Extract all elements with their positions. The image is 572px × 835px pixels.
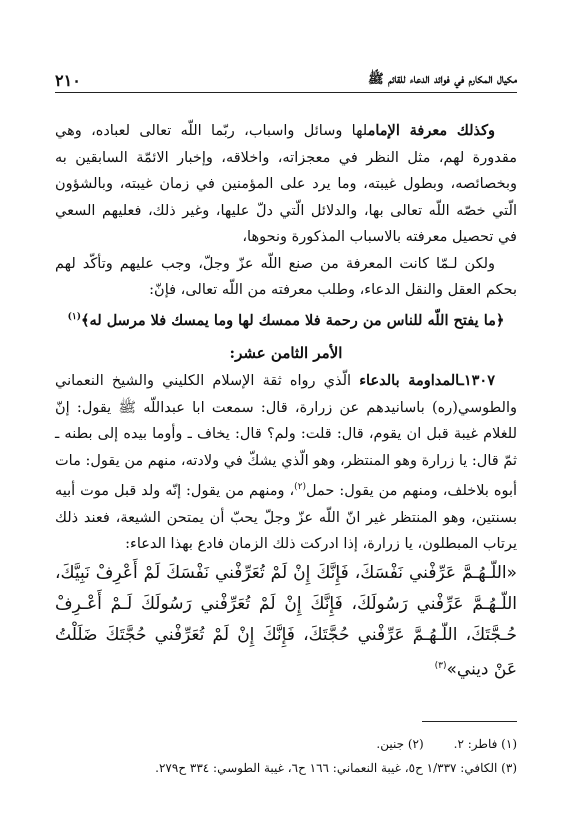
footnote-ref-3: (٣): [434, 660, 447, 671]
running-title: مكيال المكارم في فوائد الدعاء للقائم ﷺ: [367, 72, 517, 87]
quran-verse: [55, 304, 517, 334]
hadith-paragraph: [55, 368, 517, 557]
hadith-number: ١٣٠٧ـ: [459, 372, 495, 390]
paragraph-1-text: لها وسائل واسباب، ربّما اللّه تعالى لعباده، وهي مقدورة لهم، مثل النظر في معجزاته، واخلاقه، وإخبار الائمّة السابقين به وبخصائصه، وبطول غيبته، وما يرد على المؤمنين في زمان غيبته، وبالشؤون الّتي خصّه اللّه تعالى بها، والدلائل الّتي دلّ عليها، وغير ذلك، فعليهم السعي في تحصيل معرفته بالاسباب المذكورة ونحوها،: [55, 123, 517, 245]
footnotes: [55, 732, 517, 780]
page-body: [55, 118, 517, 685]
hadith-text-continued: ، ومنهم من يقول: إنّه ولد قبل موت أبيه بسنتين، وهو المنتظر غير انّ اللّه عزّ وجلّ يحبّ أن يمتحن الشيعة، فعند ذلك يرتاب المبطلون، يا زرارة، إذا ادركت ذلك الزمان فادع بهذا الدعاء:: [55, 483, 517, 553]
section-heading: الأمر الثامن عشر:: [229, 343, 343, 362]
paragraph-1: [55, 118, 517, 251]
footnote-ref-2: (٢): [294, 482, 307, 493]
footnote-ref-1: (١): [67, 311, 81, 322]
footnote-3: (٣) الكافي: ١/٣٣٧ ح٥، غيبة النعماني: ١٦٦ ح٦، غيبة الطوسي: ٣٣٤ ح٢٧٩.: [155, 761, 517, 775]
footnote-row-1: [55, 732, 517, 756]
paragraph-2: ولكن لـمّا كانت المعرفة من صنع اللّه عزّ وجلّ، وجب عليهم وتأكّد لهم بحكم العقل والنقل الدعاء، وطلب معرفته من اللّه تعالى، فإنّ:: [55, 255, 517, 298]
hadith-text: الّذي رواه ثقة الإسلام الكليني والشيخ النعماني والطوسي(ره) باسانيدهم عن زرارة، قال: سمعت ابا عبداللّه ﷺ يقول: إنّ للغلام غيبة قبل ان يقوم، قال: قلت: ولم؟ قال: يخاف ـ وأوما بيده إلى بطنه ـ ثمّ قال: يا زرارة وهو المنتظر، وهو الّذي يشكّ في ولادته، منهم من يقول: مات أبوه بلاخلف، ومنهم من يقول: حمل: [55, 373, 518, 500]
page-header: [55, 62, 517, 90]
page-number: ٢١٠: [55, 71, 81, 90]
hadith-title: المداومة بالدعاء: [359, 372, 460, 390]
quran-verse-text: ﴿ما يفتح اللّه للناس من رحمة فلا ممسك لها وما يمسك فلا مرسل له﴾: [80, 311, 505, 329]
dua-body: «اللّـهُـمَّ عَرِّفْني نَفْسَكَ، فَإِنَّكَ إِنْ لَمْ تُعَرِّفْني نَفْسَكَ لَمْ أَعْرِفْ نَبِيَّكَ، اللّـهُـمَّ عَرِّفْني رَسُولَكَ، فَإِنَّكَ إِنْ لَمْ تُعَرِّفْني رَسُولَكَ لَـمْ أَعْـرِفْ حُـجَّتَكَ، اللّـهُـمَّ عَرِّفْني حُجَّتَكَ، فَإِنَّكَ إِنْ لَمْ تُعَرِّفْني حُجَّتَكَ ضَلَلْتُ عَنْ ديني»: [55, 562, 517, 680]
dua-text: [55, 558, 517, 686]
footnote-1: (١) فاطر: ٢.: [453, 737, 517, 751]
header-rule: [55, 92, 517, 93]
footnote-rule: [422, 721, 517, 722]
footnote-2: (٢) جنين.: [376, 737, 424, 751]
paragraph-1-lead: وكذلك معرفة الإمام: [367, 122, 496, 139]
